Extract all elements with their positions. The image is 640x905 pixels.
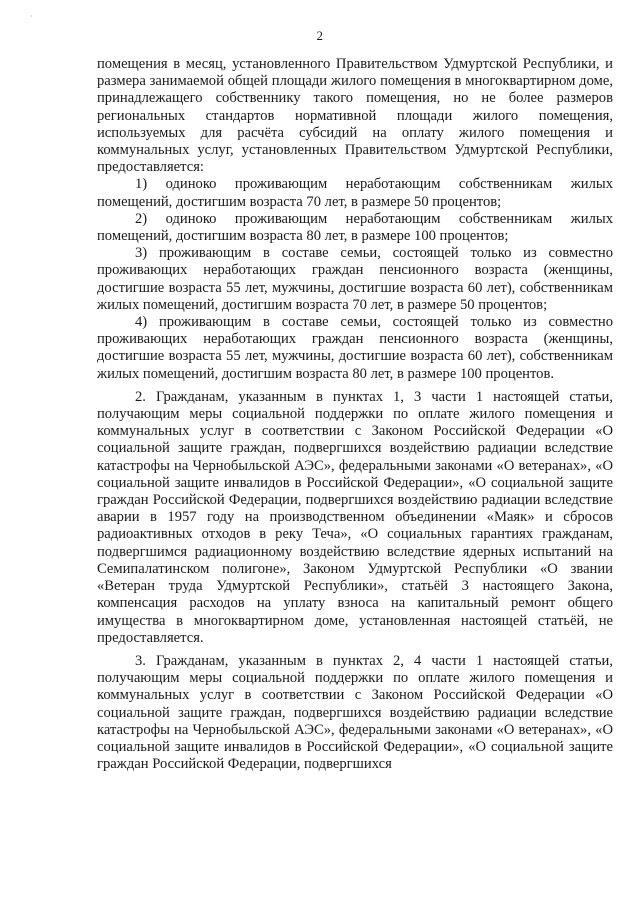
list-item-4: 4) проживающим в составе семьи, состоящей только из совместно проживающих неработающих граждан пенсионного возраста (женщины, достигшие возраста 55 лет, мужчины, достигшие возраста 60 лет), собственникам жилых помещений, достигшим возраста 80 лет, в размере 100 процентов. [97,314,613,382]
page-number: 2 [316,28,324,43]
paragraph-continuation: помещения в месяц, установленного Правительством Удмуртской Республики, и размера занимаемой общей площади жилого помещения в многоквартирном доме, принадлежащего собственнику такого помещения, но не более размеров региональных стандартов нормативной площади жилого помещения, используемых для расчёта субсидий на оплату жилого помещения и коммунальных услуг, установленных Правительством Удмуртской Республики, предоставляется: [97,56,613,176]
document-body [97,56,613,773]
paragraph-part-3: 3. Гражданам, указанным в пунктах 2, 4 части 1 настоящей статьи, получающим меры социальной поддержки по оплате жилого помещения и коммунальных услуг в соответствии с Законом Российской Федерации «О социальной защите граждан, подвергшихся воздействию радиации вследствие катастрофы на Чернобыльской АЭС», федеральными законами «О ветеранах», «О социальной защите инвалидов в Российской Федерации», «О социальной защите граждан Российской Федерации, подвергшихся [97,652,613,773]
list-item-3: 3) проживающим в составе семьи, состоящей только из совместно проживающих неработающих граждан пенсионного возраста (женщины, достигшие возраста 55 лет, мужчины, достигшие возраста 60 лет), собственникам жилых помещений, достигшим возраста 70 лет, в размере 50 процентов; [97,245,613,313]
list-item-2: 2) одиноко проживающим неработающим собственникам жилых помещений, достигшим возраста 80 лет, в размере 100 процентов; [97,210,613,245]
scan-artifact: · [30,12,33,21]
list-item-1: 1) одиноко проживающим неработающим собственникам жилых помещений, достигшим возраста 70 лет, в размере 50 процентов; [97,176,613,210]
paragraph-part-2: 2. Гражданам, указанным в пунктах 1, 3 части 1 настоящей статьи, получающим меры социальной поддержки по оплате жилого помещения и коммунальных услуг в соответствии с Законом Российской Федерации «О социальной защите граждан, подвергшихся воздействию радиации вследствие катастрофы на Чернобыльской АЭС», федеральными законами «О ветеранах», «О социальной защите инвалидов в Российской Федерации», «О социальной защите граждан Российской Федерации, подвергшихся воздействию радиации вследствие аварии в 1957 году на производственном объединении «Маяк» и сбросов радиоактивных отходов в реку Теча», «О социальных гарантиях гражданам, подвергшимся радиационному воздействию вследствие ядерных испытаний на Семипалатинском полигоне», Законом Удмуртской Республики «О звании «Ветеран труда Удмуртской Республики», статьёй 3 настоящего Закона, компенсация расходов на уплату взноса на капитальный ремонт общего имущества в многоквартирном доме, установленная настоящей статьёй, не предоставляется. [97,388,613,646]
